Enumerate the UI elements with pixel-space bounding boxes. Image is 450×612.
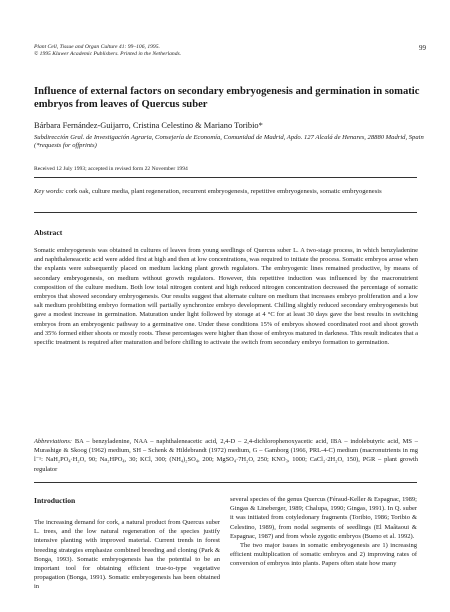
right-column bbox=[230, 495, 417, 569]
introduction-heading: Introduction bbox=[34, 496, 76, 505]
divider bbox=[34, 212, 417, 213]
body-paragraph: The two major issues in somatic embryogenesis are 1) increasing efficient multiplication of somatic embryos and 2) improving rates of conversion of embryos into plants. Papers often state how many bbox=[230, 542, 417, 568]
author-affiliation: Subdirección Gral. de Investigación Agraria, Consejería de Economía, Comunidad de Madrid, Apdo. 127 Alcalá de Henares, 28880 Madrid, Spain (*requests for offprints) bbox=[34, 134, 424, 150]
keywords-label: Key words: bbox=[34, 188, 64, 195]
journal-citation bbox=[34, 44, 181, 58]
abstract-text bbox=[34, 246, 418, 347]
abstract-paragraph: Somatic embryogenesis was obtained in cultures of leaves from young seedlings of Quercus suber L. A two-stage process, in which benzyladenine and naphthaleneacetic acid were added first at high and then at low concentrations, was required to initiate the process. Somatic embryos arose when the explants were subsequently placed on medium lacking plant growth regulators. The embryogenic lines remained productive, by means of secondary embryogenesis, on medium without growth regulators. However, this repetitive induction was influenced by the macronutrient composition of the culture medium. Both low total nitrogen content and high reduced nitrogen concentration decreased the percentage of somatic embryos that showed secondary embryogenesis. Our results suggest that alternate culture on medium that increases embryo proliferation and a low salt medium prohibiting embryo formation will partially synchronize embryo development. Chilling slightly reduced secondary embryogenesis but gave a modest increase in germination. Maturation under light followed by storage at 4 °C for at least 30 days gave the best results in switching embryos from an embryogenic pathway to a germinative one. Under these conditions 15% of embryos showed coordinated root and shoot growth and 35% formed either shoots or mostly roots. These percentages were higher than those of embryos matured in darkness. This result indicates that a specific treatment is required after maturation and before chilling to activate the switch from secondary embryo formation to germination. bbox=[34, 247, 418, 347]
divider bbox=[34, 482, 417, 483]
left-column bbox=[34, 518, 220, 592]
keywords bbox=[34, 187, 416, 196]
body-paragraph: The increasing demand for cork, a natural product from Quercus suber L. trees, and the low natural regeneration of the species justify intensive planting with improved material. Current trends in forest breeding strategies emphasize combined breeding and cloning (Park & Bonga, 1993). Somatic embryogenesis has the potential to be an important tool for obtaining efficient true-to-type vegetative propagation (Bonga, 1991). Somatic embryogenesis has been obtained in bbox=[34, 519, 220, 591]
author-list: Bárbara Fernández-Guijarro, Cristina Celestino & Mariano Toribio* bbox=[34, 121, 263, 130]
abbreviations-label: Abbreviations: bbox=[34, 438, 73, 445]
received-dates: Received 12 July 1993; accepted in revised form 22 November 1994 bbox=[34, 166, 188, 172]
abbreviations bbox=[34, 437, 418, 474]
article-title-text: Influence of external factors on secondary embryogenesis and germination in somatic embryos from leaves of Quercus suber bbox=[34, 86, 420, 110]
page-number: 99 bbox=[419, 44, 426, 52]
article-title bbox=[34, 86, 424, 111]
abstract-heading: Abstract bbox=[34, 228, 63, 237]
abbreviations-text: BA – benzyladenine, NAA – naphthaleneacetic acid, 2,4-D – 2,4-dichlorophenoxyacetic acid, IBA – indolebutyric acid, MS – Murashige & Skoog (1962) medium, SH – Schenk & Hildebrandt (1972) medium, G – Gamborg (1966, PRL-4-C) medium (macronutrients in mg l⁻¹: NaH₂PO₄·H₂O, 90; Na₂HPO₄, 30; KCl, 300; (NH₄)₂SO₄, 200; MgSO₄·7H₂O, 250; KNO₃, 1000; CaCl₂·2H₂O, 150), PGR – plant growth regulator bbox=[34, 438, 418, 473]
body-paragraph: several species of the genus Quercus (Féraud-Keller & Espagnac, 1989; Gingas & Lineberger, 1989; Chalupa, 1990; Gingas, 1991). In Q. suber it was initiated from cotyledonary fragments (Toribio, 1986; Toribio & Celestino, 1989), from nodal segments of seedlings (El Maâtaoui & Espagnac, 1987) and from whole zygotic embryos (Bueno et al. 1992). bbox=[230, 496, 417, 540]
journal-line: Plant Cell, Tissue and Organ Culture 41: 99–106, 1995. bbox=[34, 44, 160, 50]
divider bbox=[34, 177, 417, 178]
keywords-text: cork oak, culture media, plant regeneration, recurrent embryogenesis, repetitive embryogenesis, somatic embryogenesis bbox=[65, 188, 382, 195]
copyright-line: © 1995 Kluwer Academic Publishers. Printed in the Netherlands. bbox=[34, 51, 182, 58]
